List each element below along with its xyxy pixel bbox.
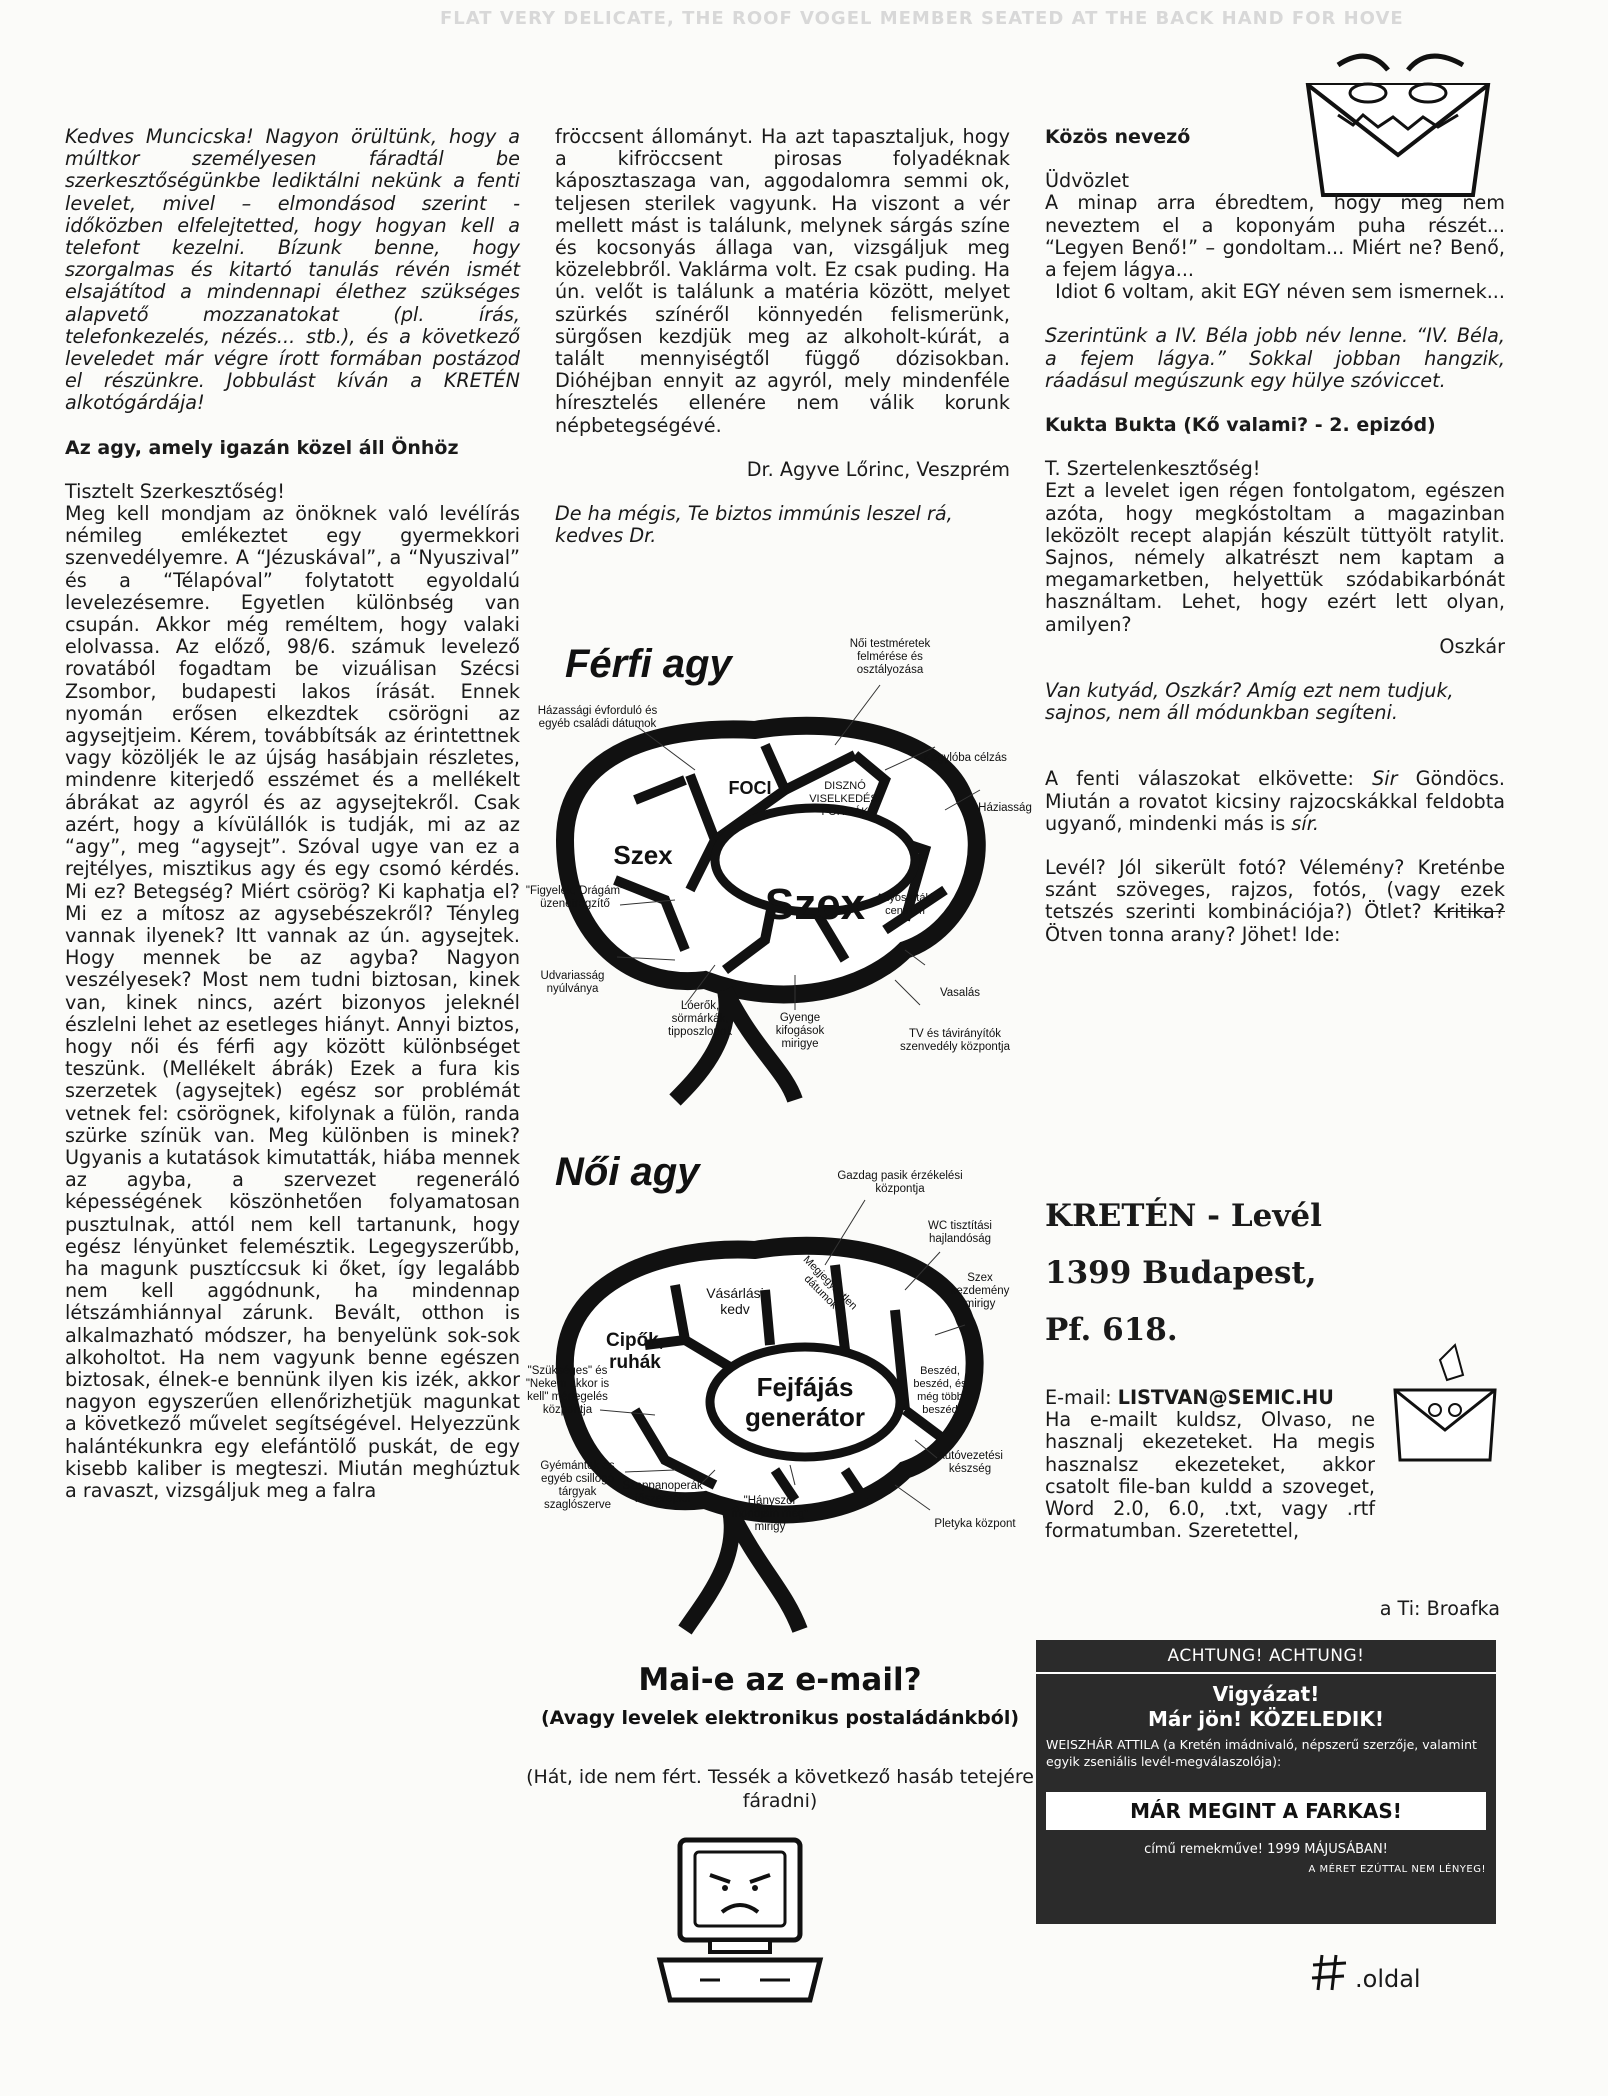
- label-szex-kezd: Szex kezdemény mirigy: [950, 1272, 1010, 1310]
- male-brain-title: Férfi agy: [565, 642, 732, 686]
- label-udvariassag: Udvariasság nyúlványa: [540, 970, 605, 995]
- editor-reply-dr: De ha mégis, Te biztos immúnis leszel rá, kedves Dr.: [555, 502, 953, 548]
- letter2-body: Ezt a levelet igen régen fontolgatom, egészen azóta, hogy megkóstoltam a magazinban leközölt recept alapján készült tüttyölt ratylit. Sajnos, némely alkatrészt nem kaptam a megamarketben, helyettük szódabikarbónát használtam. Lehet, hogy ezért lett olyan, amilyen?: [1045, 479, 1505, 636]
- label-kagylo: Kagylóba célzás: [923, 752, 1007, 764]
- label-pletyka: Pletyka központ: [934, 1518, 1016, 1530]
- achtung-divider: [1036, 1672, 1496, 1674]
- heading-agy: Az agy, amely igazán közel áll Önhöz: [65, 436, 459, 459]
- letter-continuation: fröccsent állományt. Ha azt tapasztaljuk, hogy a kifröccsent pirosas folyadéknak káposztaszaga van, aggodalomra semmi ok, teljesen sterilek vagyunk. Ha viszont a vér mellett mást is találunk, melynek sárgás színe és kocsonyás állaga van, vizsgáljuk meg közelebbről. Vaklárma volt. Ez csak puding. Ha ún. velőt is találunk a matéria között, melyet szürkés színéről könnyedén felismerünk, sürgősen kezdjük meg az alkoholt-kúrát, a talált mennyiségtől függő dózisokban. Dióhéjban ennyit az agyról, mely mindenféle híresztelés ellenére nem válik korunk népbetegségévé.: [555, 125, 1010, 437]
- email-address[interactable]: LISTVAN@SEMIC.HU: [1117, 1386, 1334, 1409]
- email-instructions-body: Ha e-mailt kuldsz, Olvaso, ne hasznalj ekezeteket. Ha megis hasznalsz ekezeteket, akkor csatolt file-ban kuldd a szoveget, Word 2.0, 6.0, .txt, vagy .rtf formatumban. Szeretettel,: [1045, 1408, 1375, 1543]
- female-brain-diagram: [525, 1140, 1045, 1650]
- label-szukseges: "Szükséges" és "Nekem akkor is kell" mérlegelés központja: [525, 1365, 610, 1416]
- label-hazassagi: Házassági évforduló és egyéb családi dátumok: [537, 705, 658, 730]
- region-anyos: Anyós-utáló centrum: [875, 892, 935, 917]
- call-for-submissions: Levél? Jól sikerült fotó? Vélemény? Kreténbe szánt szöveges, rajzos, fotós, (vagy ezek tetszés szerinti kombinációja?) Ötlet? Kritika? Ötven tonna arany? Jöhet! Ide:: [1045, 856, 1505, 946]
- credits-text: A fenti válaszokat elkövette: Sir Göndöcs. Miután a rovatot kicsiny rajzocskákkal feldobta ugyanő, mindenki más is sír.: [1045, 767, 1505, 835]
- email-signature: a Ti: Broafka: [1379, 1597, 1500, 1620]
- letter1-greeting: Üdvözlet: [1045, 169, 1130, 193]
- region-diszno: DISZNÓ VISELKEDÉSI FORMÁK: [809, 780, 881, 818]
- column-3: [1045, 126, 1505, 946]
- label-hanyszor: "Hányszor mondjam még" mirigy: [731, 1495, 809, 1533]
- envelope-character-icon: [1385, 1340, 1505, 1470]
- region-fejfajas: Fejfájás generátor: [745, 1372, 865, 1432]
- region-szex-big: Szex: [764, 880, 866, 929]
- letter1-body: A minap arra ébredtem, hogy még nem neveztem el a koponyám puha részét... “Legyen Benő!” – gondoltam... Miért ne? Benő, a fejem lágya...: [1045, 191, 1505, 282]
- label-noi-test: Női testméretek felmérése és osztályozása: [849, 638, 931, 676]
- achtung-footnote: A MÉRET EZÚTTAL NEM LÉNYEG!: [1308, 1864, 1486, 1875]
- achtung-footer: című remekműve! 1999 MÁJUSÁBAN!: [1144, 1842, 1388, 1857]
- label-vasalas: Vasalás: [939, 987, 981, 999]
- page-number: .oldal: [1355, 1965, 1421, 1993]
- editor-reply-oszkar: Van kutyád, Oszkár? Amíg ezt nem tudjuk, sajnos, nem áll módunkban segíteni.: [1045, 679, 1454, 725]
- letter2-greeting: T. Szertelenkesztőség!: [1045, 457, 1261, 481]
- letter-signature: Dr. Agyve Lőrinc, Veszprém: [746, 457, 1010, 481]
- header-strip: FLAT VERY DELICATE, THE ROOF VOGEL MEMBER SEATED AT THE BACK HAND FOR HOVE: [440, 8, 1404, 29]
- label-hazassag: Háziasság: [978, 802, 1032, 814]
- region-szex-small: Szex: [613, 840, 673, 870]
- heading-kozos-nevezo: Közös nevező: [1045, 126, 1191, 148]
- label-tv: TV és távirányítók szenvedély központja: [900, 1028, 1010, 1053]
- letter1-signature: Idiot 6 voltam, akit EGY néven sem ismernek...: [1055, 280, 1505, 304]
- region-foci: FOCI: [728, 778, 772, 798]
- label-szappan: Szappanoperák főszereplői: [622, 1480, 703, 1505]
- male-brain-diagram: [525, 630, 1045, 1130]
- email-section-note: (Hát, ide nem fért. Tessék a következő hasáb tetejére fáradni): [526, 1766, 1034, 1812]
- email-section-title: Mai-e az e-mail?: [638, 1662, 922, 1698]
- email-instructions: [1045, 1387, 1375, 1542]
- region-cipok: Cipők, ruhák: [605, 1330, 665, 1373]
- label-gyemantok: Gyémántok és egyéb csillogó tárgyak szaglószerve: [540, 1460, 615, 1511]
- editor-reply-benő: Szerintünk a IV. Béla jobb név lenne. “IV. Béla, a fejem lágya.” Sokkal jobban hangzik, ráadásul megúszunk egy hülye szóviccet.: [1045, 324, 1505, 392]
- address-line-3: Pf. 618.: [1045, 1312, 1178, 1348]
- column-2: [555, 126, 1010, 547]
- label-figyelek: "Figyelek, Drágám" üzenetrogzítő: [525, 885, 625, 910]
- letter2-signature: Oszkár: [1439, 634, 1505, 658]
- region-vasarlasi: Vásárlási kedv: [706, 1285, 764, 1317]
- label-gyenge: Gyenge kifogások mirigye: [775, 1012, 825, 1050]
- email-address-line: E-mail: LISTVAN@SEMIC.HU: [1045, 1386, 1334, 1409]
- address-line-1: KRETÉN - Levél: [1045, 1198, 1322, 1234]
- achtung-headline: Vigyázat! Már jön! KÖZELEDIK!: [1148, 1682, 1384, 1731]
- achtung-announcement-box: [1036, 1640, 1496, 1924]
- letter-body: Meg kell mondjam az önöknek való levélírás némileg emlékeztet egy gyermekkori szenvedélyemre. A “Jézuskával”, a “Nyuszival” és a “Télapóval” folytatott egyoldalú levelezésemre. Egyetlen különbség van csupán. Akkor még reméltem, hogy valaki elolvassa. Az előző, 98/6. számuk levelező rovatából fogadtam be vizuálisan Szécsi Zsombor, budapesti lakos írását. Ennek nyomán erősen elkezdtek csörögni az agysejtjeim. Kérem, továbbítsák az érintettnek vagy közöljék le az újság hasábjain részletes, mindenre kiterjedő esszémet és a mellékelt ábrákat az agyról és az agysejtekről. Csak azért, hogy a kívülállók is tudják, mi az az “agy”, meg “agysejt”. Szóval ugye van ez a rejtélyes, misztikus agy és egy csomó kérdés. Mi ez? Betegség? Miért csörög? Ki kaphatja el? Mi ez a mítosz az agysebészekről? Tényleg vannak ilyenek? Itt vannak az ún. agysejtek. Hogy mennek be az agyba? Nagyon veszélyesek? Most nem tudni biztosan, kinek van, kinek nincs, azért bizonyos jeleknél észlelni lehet az esetleges hiányt. Annyi biztos, hogy női és férfi agy között különbséget teszünk. (Mellékelt ábrák) Ezek a fura kis szerzetek (agysejtek) egész sor problémát vetnek fel: csörögnek, kifolynak a fülön, randa szürke színük van. Meg különben is minek? Ugyanis a kutatások kimutatták, hiába mennek az agyba, a szervezet regeneráló képességének köszönhetően folyamatosan pusztulnak, attól nem kell tartanunk, hogy egész lényünket felemésztik. Legegyszerűbb, ha magunk pusztíccsuk ki őket, így legalább nem kell aggódnunk, ha mindennap létszámhiánnyal zárunk. Bevált, otthon is alkalmazható módszer, ha benyelünk sok-sok alkoholtot. Ha nem vagyunk benne egészen biztosak, élnek-e bennünk ilyen kis izék, akkor nagyon egyszerűen ellenőrizhetjük magunkat a következő művelet segítségével. Helyezzünk halántékunkra egy elefántölő puskát, de egy kisebb kaliber is megteszi. Miután meghúztuk a ravaszt, vizsgáljuk meg a falra: [65, 502, 520, 1502]
- editor-reply-muncicska: Kedves Muncicska! Nagyon örültünk, hogy a múltkor személyesen fáradtál be szerkesztőségünkbe lediktálni nekünk a fenti levelet, mivel – elmondásod szerint - időközben elfelejtetted, hogy hogyan kell a telefont kezelni. Bízunk benne, hogy szorgalmas és kitartó tanulás révén ismét elsajátítod a mindennapi élethez szükséges alapvető mozzanatokat (pl. írás, telefonkezelés, nézés... stb.), és a következő leveledet már végre írott formában postázod el részünkre. Jobbulást kíván a KRETÉN alkotógárdája!: [65, 125, 520, 415]
- achtung-body: WEISZHÁR ATTILA (a Kretén imádnivaló, népszerű szerzője, valamint egyik zseniális levél-megválaszolója):: [1046, 1737, 1477, 1769]
- angry-computer-icon: [640, 1830, 840, 2020]
- label-loerok: Lóerők, sörmárkák, tipposzlopok: [668, 1000, 732, 1038]
- label-gazdag: Gazdag pasik érzékelési központja: [837, 1170, 963, 1195]
- label-wc: WC tisztítási hajlandóság: [928, 1220, 992, 1245]
- region-megjegyzetlen: Megjegyzetlen dátumok: [800, 1253, 860, 1313]
- female-brain-title: Női agy: [555, 1150, 700, 1194]
- column-1: [65, 126, 520, 1502]
- address-line-2: 1399 Budapest,: [1045, 1255, 1317, 1291]
- achtung-header: ACHTUNG! ACHTUNG!: [1167, 1646, 1365, 1666]
- email-section-subtitle: (Avagy levelek elektronikus postaládánkból): [540, 1707, 1020, 1729]
- hash-scribble-icon: [1310, 1950, 1350, 1995]
- letter-greeting: Tisztelt Szerkesztőség!: [65, 479, 285, 503]
- label-auto: Autóvezetési készség: [937, 1450, 1003, 1475]
- region-beszed: Beszéd, beszéd, és még több beszéd: [913, 1365, 967, 1416]
- achtung-title-banner: MÁR MEGINT A FARKAS!: [1046, 1792, 1486, 1830]
- heading-kukta-bukta: Kukta Bukta (Kő valami? - 2. epizód): [1045, 414, 1436, 437]
